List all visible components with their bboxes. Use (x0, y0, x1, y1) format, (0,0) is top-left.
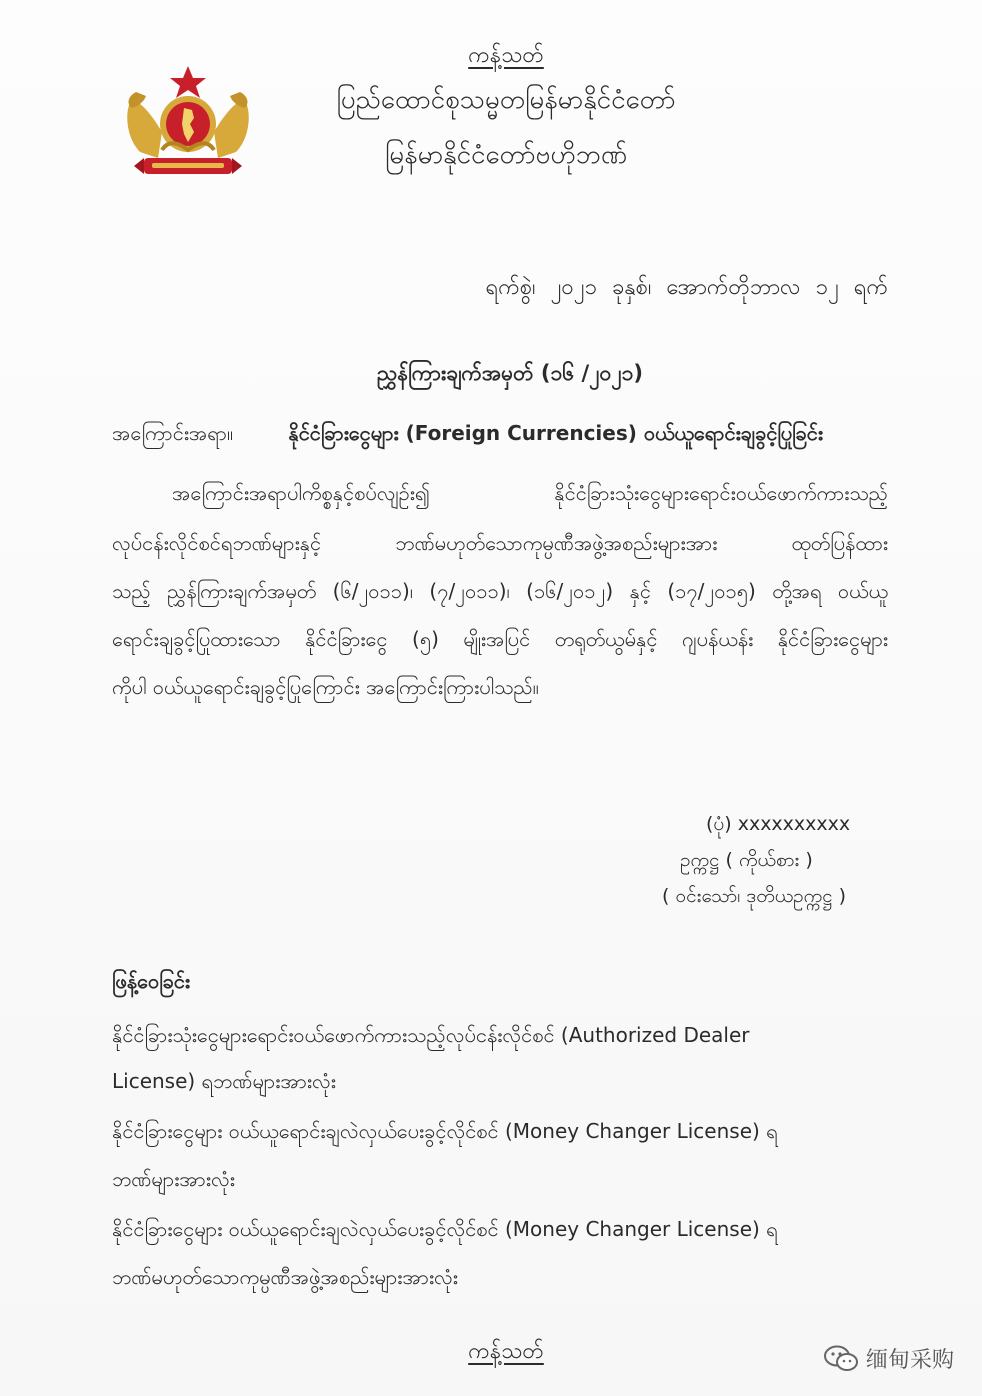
watermark-text: 缅甸采购 (865, 1348, 954, 1373)
signature-signed: (ပုံ) xxxxxxxxxx (706, 813, 851, 835)
subject-label: အကြောင်းအရာ။ (112, 421, 234, 445)
signature-title: ဥက္ကဋ္ဌ ( ကိုယ်စား ) (680, 849, 813, 871)
restricted-classification-top: ကန့်သတ် (468, 43, 544, 68)
wechat-icon (824, 1345, 858, 1373)
distribution-line: License) ရဘဏ်များအားလုံး (112, 1069, 336, 1093)
distribution-line: နိုင်ငံခြားငွေများ ဝယ်ယူရောင်းချလဲလှယ်ပေးခွင့်လိုင်စင် (Money Changer License) ရ (112, 1217, 778, 1241)
state-emblem-icon (122, 62, 254, 180)
body-line: ရောင်းချခွင့်ပြုထားသော နိုင်ငံခြားငွေ (၅) မျိုးအပြင် တရုတ်ယွမ်နှင့် ဂျပန်ယန်း နိုင်ငံခြားငွေများ (112, 627, 888, 651)
subject-row (112, 420, 872, 450)
distribution-line: နိုင်ငံခြားငွေများ ဝယ်ယူရောင်းချလဲလှယ်ပေးခွင့်လိုင်စင် (Money Changer License) ရ (112, 1119, 778, 1143)
body-line: အကြောင်းအရာပါကိစ္စနှင့်စပ်လျဉ်း၍ နိုင်ငံခြားသုံးငွေများရောင်းဝယ်ဖောက်ကားသည့် (172, 481, 888, 505)
body-line: ကိုပါ ဝယ်ယူရောင်းချခွင့်ပြုကြောင်း အကြောင်းကြားပါသည်။ (112, 675, 539, 699)
body-line: သည့် ညွှန်ကြားချက်အမှတ် (၆/၂၀၁၁)၊ (၇/၂၀၁၁)၊ (၁၆/၂၀၁၂) နှင့် (၁၇/၂၀၁၅) တို့အရ ဝယ်ယူ (112, 579, 888, 603)
watermark (824, 1343, 954, 1374)
distribution-heading: ဖြန့်ဝေခြင်း (112, 969, 191, 993)
subject-text: နိုင်ငံခြားငွေများ (Foreign Currencies) ဝယ်ယူရောင်းချခွင့်ပြုခြင်း (288, 421, 823, 445)
government-name: ပြည်ထောင်စုသမ္မတမြန်မာနိုင်ငံတော် (336, 85, 676, 115)
signature-deputy: ( ဝင်းသော်၊ ဒုတိယဥက္ကဋ္ဌ ) (662, 885, 847, 907)
distribution-line: ဘဏ်များအားလုံး (112, 1167, 235, 1191)
body-line: လုပ်ငန်းလိုင်စင်ရဘဏ်များနှင့် ဘဏ်မဟုတ်သောကုမ္ပဏီအဖွဲ့အစည်းများအား ထုတ်ပြန်ထား (112, 531, 888, 555)
distribution-line: ဘဏ်မဟုတ်သောကုမ္ပဏီအဖွဲ့အစည်းများအားလုံး (112, 1265, 458, 1289)
distribution-line: နိုင်ငံခြားသုံးငွေများရောင်းဝယ်ဖောက်ကားသည့်လုပ်ငန်းလိုင်စင် (Authorized Dealer (112, 1023, 750, 1047)
restricted-classification-bottom: ကန့်သတ် (468, 1339, 544, 1364)
bank-name: မြန်မာနိုင်ငံတော်ဗဟိုဘဏ် (384, 140, 628, 170)
document-date: ရက်စွဲ၊ ၂၀၂၁ ခုနှစ်၊ အောက်တိုဘာလ ၁၂ ရက် (485, 275, 888, 300)
notice-number: ညွှန်ကြားချက်အမှတ် (၁၆ /၂၀၂၁) (377, 361, 643, 385)
